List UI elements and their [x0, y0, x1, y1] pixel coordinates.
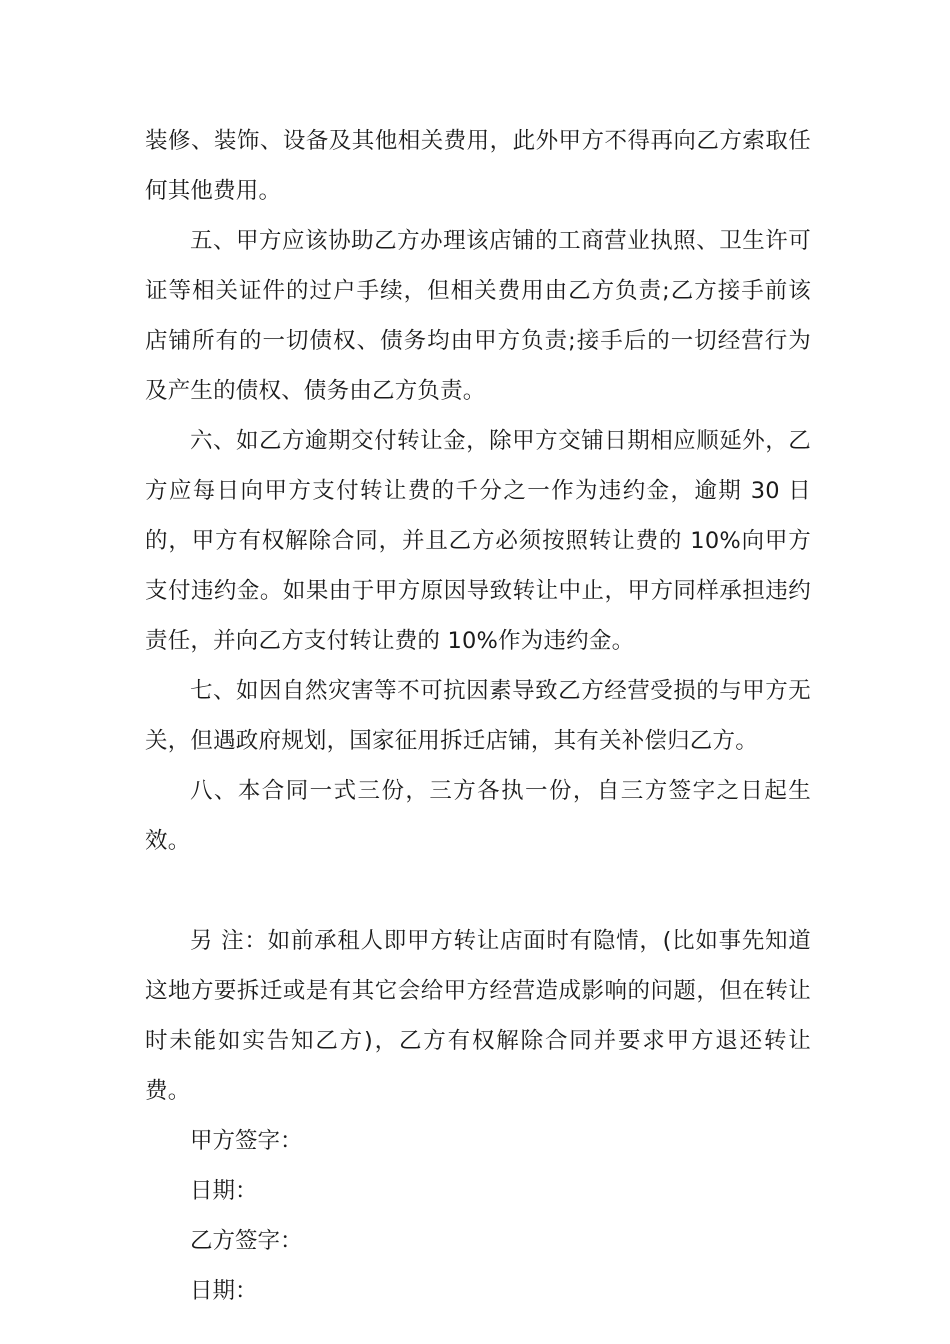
additional-note: 另 注：如前承租人即甲方转让店面时有隐情，(比如事先知道这地方要拆迁或是有其它会给甲方经营造成影响的问题，但在转让时未能如实告知乙方)，乙方有权解除合同并要求甲方退还转让费。 — [145, 928, 811, 1104]
party-a-date-label: 日期： — [190, 1178, 258, 1204]
document-page — [145, 116, 811, 1316]
paragraph-continuation: 装修、装饰、设备及其他相关费用，此外甲方不得再向乙方索取任何其他费用。 — [145, 128, 811, 204]
clause-five: 五、甲方应该协助乙方办理该店铺的工商营业执照、卫生许可证等相关证件的过户手续，但相关费用由乙方负责;乙方接手前该店铺所有的一切债权、债务均由甲方负责;接手后的一切经营行为及产生的债权、债务由乙方负责。 — [145, 228, 811, 404]
clause-six: 六、如乙方逾期交付转让金，除甲方交铺日期相应顺延外，乙方应每日向甲方支付转让费的千分之一作为违约金，逾期 30 日的，甲方有权解除合同，并且乙方必须按照转让费的 10%向甲方支付违约金。如果由于甲方原因导致转让中止，甲方同样承担违约责任，并向乙方支付转让费的 10%作为违约金。 — [145, 428, 811, 654]
clause-eight: 八、本合同一式三份，三方各执一份，自三方签字之日起生效。 — [145, 778, 811, 854]
blank-line — [145, 866, 811, 916]
clause-seven: 七、如因自然灾害等不可抗因素导致乙方经营受损的与甲方无关，但遇政府规划，国家征用拆迁店铺，其有关补偿归乙方。 — [145, 678, 811, 754]
party-b-date-label: 日期： — [190, 1278, 258, 1304]
party-a-signature-label: 甲方签字： — [190, 1128, 303, 1154]
party-b-signature-label: 乙方签字： — [190, 1228, 303, 1254]
